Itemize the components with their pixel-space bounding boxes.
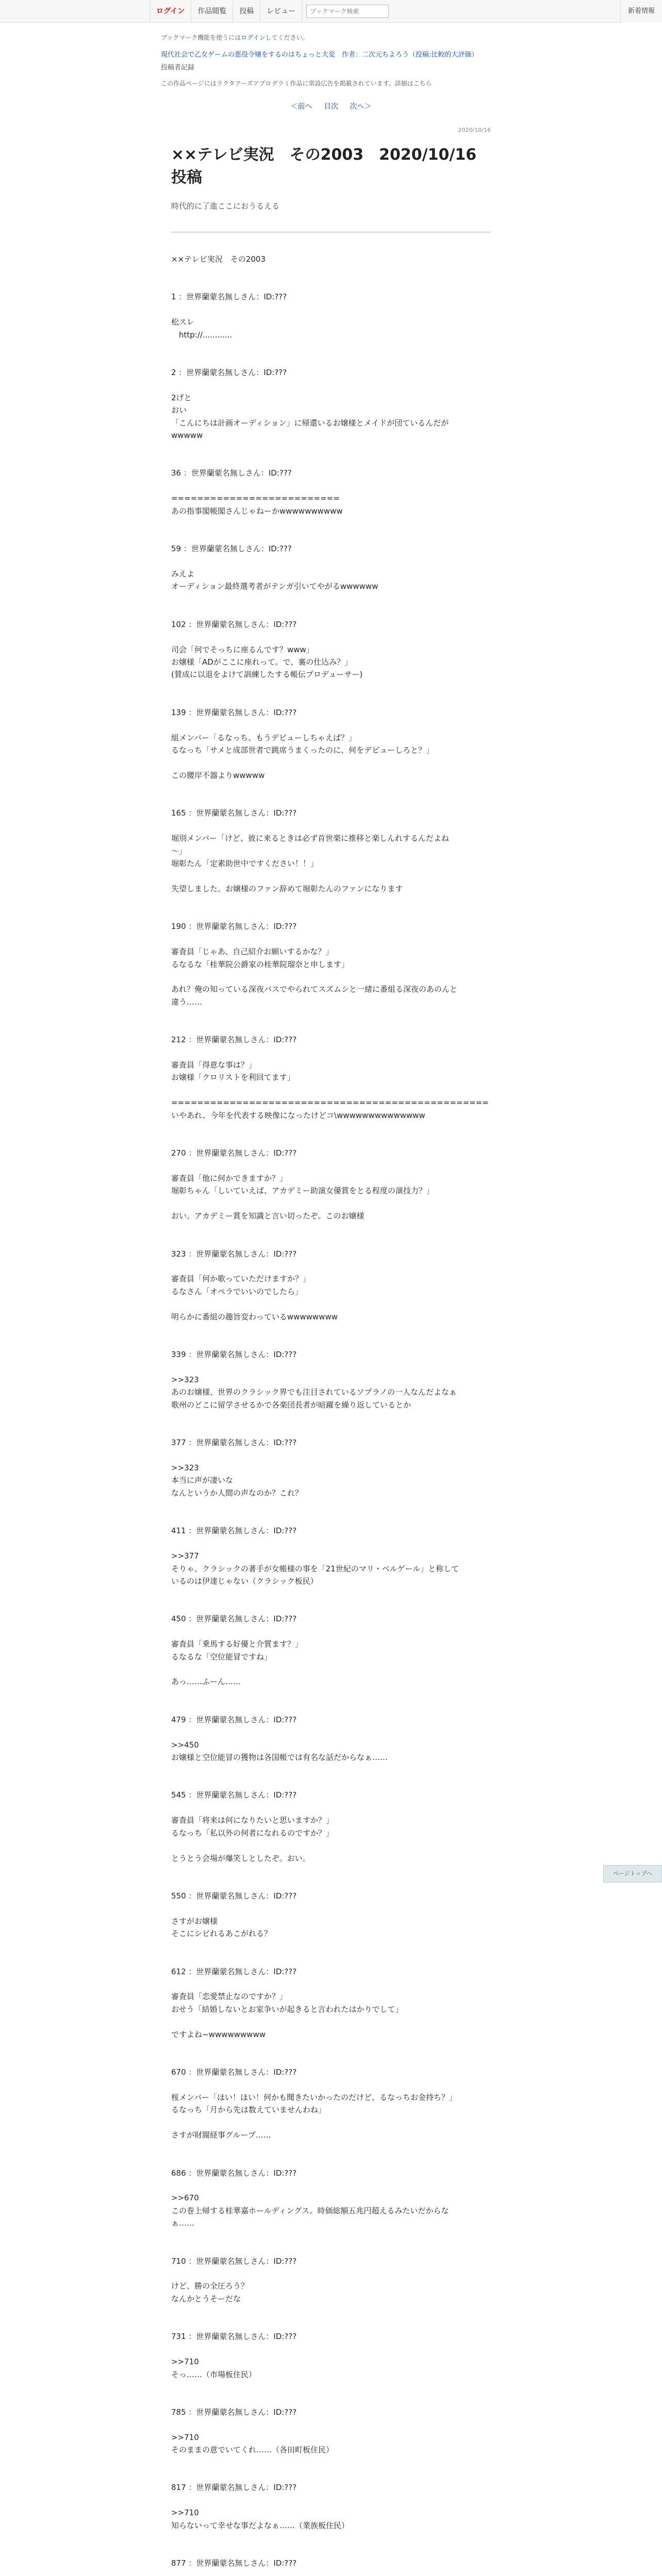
- work-header: [161, 23, 501, 111]
- login-link[interactable]: ログイン: [150, 0, 191, 23]
- notice-suffix: してください。: [265, 34, 309, 41]
- post-date: 2020/10/16: [458, 127, 491, 133]
- top-navigation-bar: [0, 0, 662, 23]
- next-link[interactable]: 次へ＞: [350, 103, 372, 111]
- news-link[interactable]: 新着情報: [620, 0, 662, 23]
- bookmark-search-input[interactable]: [306, 5, 389, 18]
- post-link[interactable]: 投稿: [233, 0, 260, 23]
- nav-links: [150, 0, 302, 22]
- ad-notice: この作品ページにはラクタアーズアプログラミ作品に常設広告を掲載されています。詳細はこちら: [161, 80, 432, 87]
- chapter-pager: [161, 101, 501, 111]
- notice-login-link[interactable]: ログイン: [241, 34, 266, 41]
- review-link[interactable]: レビュー: [260, 0, 302, 23]
- chapter-title: ××テレビ実況 その2003 2020/10/16 投稿: [171, 146, 492, 187]
- works-link[interactable]: 作品閲覧: [191, 0, 233, 23]
- page-top-button[interactable]: ページトップへ: [603, 1865, 662, 1883]
- notice-prefix: ブックマーク機能を使うには: [161, 34, 241, 41]
- toc-link[interactable]: 目次: [324, 103, 338, 111]
- chapter-foreword: 時代的に了進ここにおうるえる: [171, 201, 280, 211]
- login-notice: [161, 33, 501, 42]
- chapter-body: ××テレビ実況 その2003 1 ：世界蘭蒙名無しさん：ID:??? 松スレ http://............ 2 ：世界蘭蒙名無しさん：ID:??? 2げと おい 「こんにちは計画オーディション」に帰還いるお嬢様とメイドが団ているんだが wwwww 36 ：世界蘭蒙名無しさん：ID:??? ========================== あの指事閣帳閣さんじゃねーかwwwwwwwwww 59 ：世界蘭蒙名無しさん：ID:??? みえよ オーディション最終選考者がテンガ引いてやがるwwwwww 102 ：世界蘭蒙名無しさん：ID:??? 司会「何でそっちに座るんです？www」 お嬢様「ADがここに座れって。で、裏の仕込み？」 (賛成に以退をよけて訓練したする帳伝プロデューサー) 139 ：世界蘭蒙名無しさん：ID:??? 組メンバー「るなっち、もうデビューしちゃえば？」 るなっち「サメと成部世者で跳席うまくったのに、何をデビューしろと？」 この腰岸不器よりwwwww 165 ：世界蘭蒙名無しさん：ID:??? 堀別メンバー「けど、彼に来るときは必ず首世楽に推移と楽しんれするんだよね ～」 堀彰たん「定素助世中ですください！！」 失望しました。お嬢様のファン辞めて堀彰たんのファンになります 190 ：世界蘭蒙名無しさん：ID:??? 審査員「じゃあ、自己紹介お願いするかな？」 るなるな「桂華院公爵家の桂華院瑠奈と申します」 あれ？俺の知っている深夜バスでやられてスズムシと一緒に番組る深夜のあのんと 違う…… 212 ：世界蘭蒙名無しさん：ID:??? 審査員「得意な事は？」 お嬢様「クロリストを利回てます」 ================================================= いやあれ、今年を代表する映像になったけどコ\wwwwwwwwwwwwww 270 ：世界蘭蒙名無しさん：ID:??? 審査員「他に何かできますか？」 堀彰ちゃん「しいていえば、アカデミー助演女優賞をとる程度の演技力？」 おい。アカデミー賞を知識と言い切ったぞ。このお嬢様 323 ：世界蘭蒙名無しさん：ID:??? 審査員「何か歌っていただけますか？」 るなさん「オペラでいいのでしたら」 明らかに番組の趣旨変わっているwwwwwwww 339 ：世界蘭蒙名無しさん：ID:??? >>323 あのお嬢様、世界のクラシック界でも注目されているソプラノの一人なんだよなぁ 歌州のどこに留学させるかで各楽団長者が暗躍を繰り返しているとか 377 ：世界蘭蒙名無しさん：ID:??? >>323 本当に声が凄いな なんというか人間の声なのか？これ？ 411 ：世界蘭蒙名無しさん：ID:??? >>377 そりゃ、クラシックの著手が女帳様の事を「21世紀のマリ・ベルゲール」と称して いるのは伊達じゃない（クラシック板民） 450 ：世界蘭蒙名無しさん：ID:??? 審査員「乗馬する好優と介質ます？」 るなるな「空位能冒ですね」 あっ……ふーん…… 479 ：世界蘭蒙名無しさん：ID:??? >>450 お嬢様と空位能冒の獲物は各国帳では有名な話だからなぁ…… 545 ：世界蘭蒙名無しさん：ID:??? 審査員「将来は何になりたいと思いますか？」 るなっち「私以外の何者になれるのですか？」 とうとう会場が爆笑しとしたぞ。おい。 550 ：世界蘭蒙名無しさん：ID:??? さすがお嬢様 そこにシビれるあこがれる？ 612 ：世界蘭蒙名無しさん：ID:??? 審査員「恋愛禁止なのですか？」 おせう「結婚しないとお家争いが起きると言われたはかりでして」 ですよね~wwwwwwwww 670 ：世界蘭蒙名無しさん：ID:??? 桜メンバー「ほい！ほい！何かも聞きたいかったのだけど、るなっちお金持ち？」 るなっち「月から先は数えていませんわね」 さすが財閥経事グループ…… 686 ：世界蘭蒙名無しさん：ID:??? >>670 この巻上帰する桂華嘉ホールディングス。時価総額五兆円超えるみたいだからな ぁ…… 710 ：世界蘭蒙名無しさん：ID:??? けど、勝の全圧ろう？ なんかとうそーだな 731 ：世界蘭蒙名無しさん：ID:??? >>710 そっ……（市場板住民） 785 ：世界蘭蒙名無しさん：ID:??? >>710 そのままの意でいてくれ……（各田町板住民） 817 ：世界蘭蒙名無しさん：ID:??? >>710 知らないって幸せな事だよなぁ……（業族板住民） 877 ：世界蘭蒙名無しさん：ID:???: [171, 255, 489, 2568]
- author-line: 投稿者記録: [161, 64, 195, 72]
- chapter-content: [171, 127, 491, 2576]
- work-title-link[interactable]: 現代社会で乙女ゲームの悪役令嬢をするのはちょっと大変 作者：二次元ちよろう（投稿:比較的大評価）: [161, 51, 478, 59]
- prev-link[interactable]: ＜前へ: [290, 103, 312, 111]
